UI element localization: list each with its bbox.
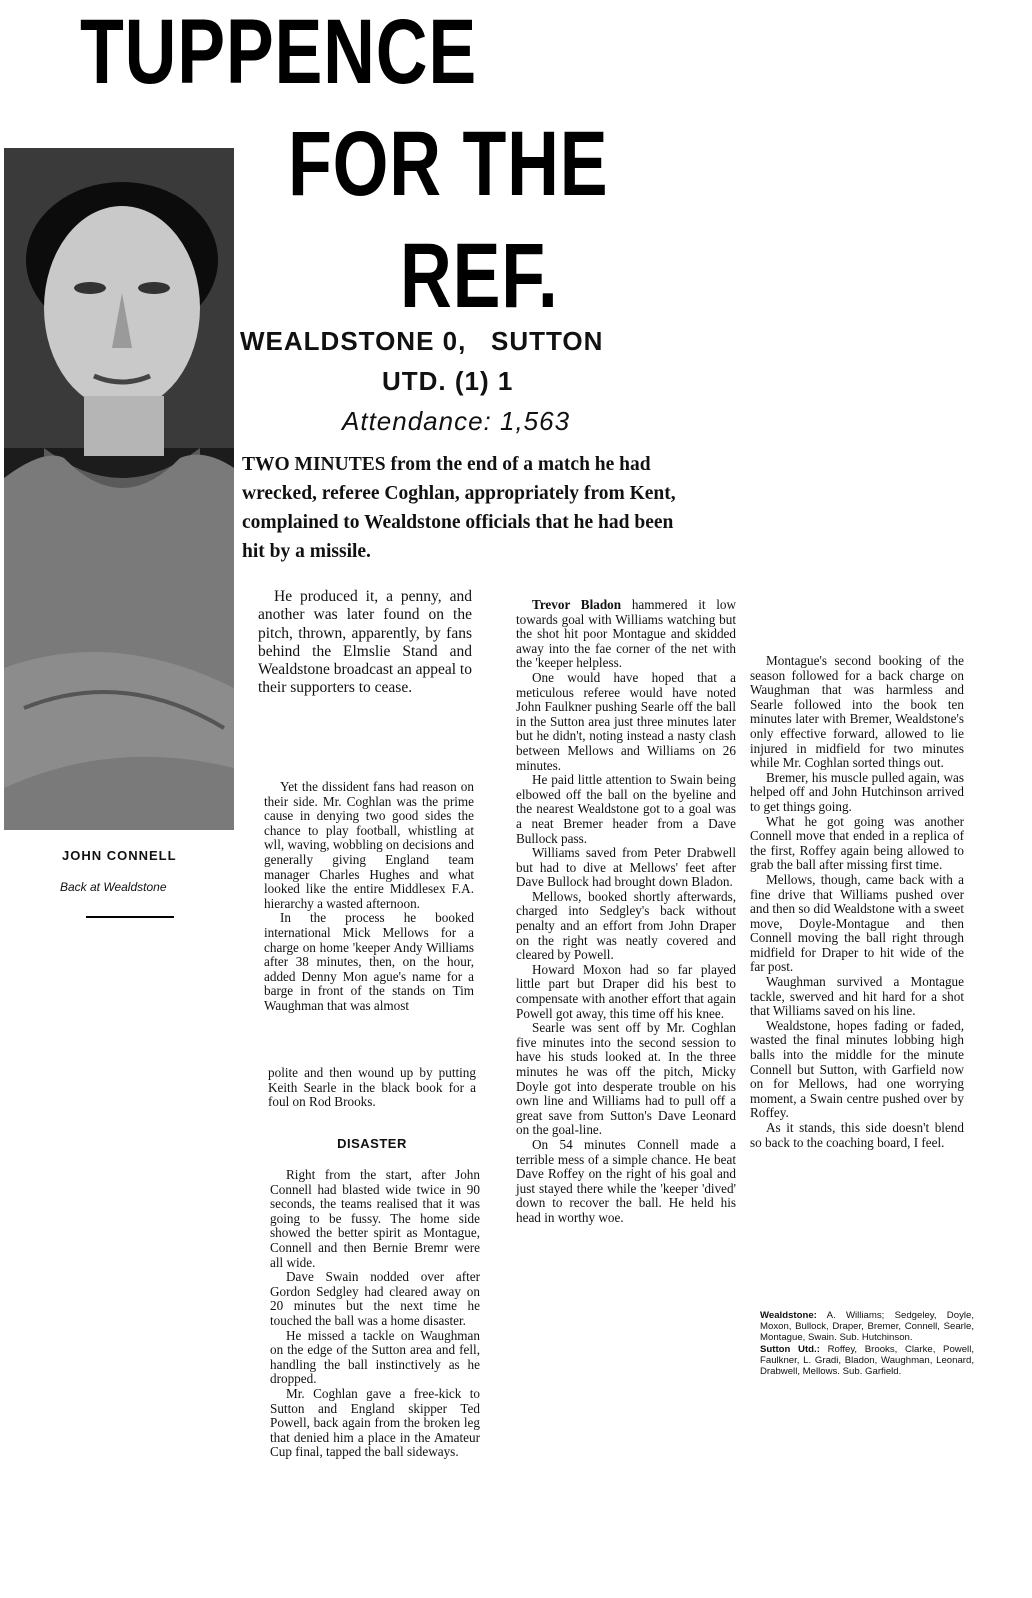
lineup-sutton <box>760 1344 974 1378</box>
lead-paragraph: He produced it, a penny, and another was later found on the pitch, thrown, apparently, by fans behind the Elmslie Stand and Wealdstone broadcast an appeal to their supporters to cease. <box>258 588 472 697</box>
headline-line-3: REF. <box>400 225 559 327</box>
lineup-wealdstone <box>760 1310 974 1344</box>
column-3 <box>750 654 964 1150</box>
paragraph: He missed a tackle on Waughman on the edge of the Sutton area and fell, handling the ball instinctively as he dropped. <box>270 1327 480 1387</box>
paragraph: Howard Moxon had so far played little part but Draper did his best to compensate with another effort that again Powell got away, this time off his knee. <box>516 961 736 1021</box>
photo-caption-name: JOHN CONNELL <box>62 848 177 863</box>
paragraph <box>516 598 736 671</box>
column-1-bottom <box>270 1168 480 1460</box>
paragraph: Montague's second booking of the season followed for a back charge on Waughman that was harmless and Searle followed into the book ten minutes later with Bremer, Wealdstone's only effective forward, allowed to lie injured in midfield for two minutes while Mr. Coghlan sorted things out. <box>750 653 964 771</box>
lineup-label: Sutton Utd.: <box>760 1343 820 1355</box>
lead-name: Trevor Bladon <box>532 597 622 612</box>
column-1-top <box>264 780 474 1014</box>
intro-paragraph: TWO MINUTES from the end of a match he had wrecked, referee Coghlan, appropriately from Kent, complained to Wealdstone officials that he had been hit by a missile. <box>242 454 676 562</box>
attendance: Attendance: 1,563 <box>342 406 571 436</box>
paragraph: In the process he booked international Mick Mellows for a charge on home 'keeper Andy Williams after 38 minutes, then, on the hour, added Denny Mon ague's name for a barge in front of the stands on Tim Waughman that was almost <box>264 910 474 1013</box>
player-portrait-icon <box>4 148 234 830</box>
headline-line-2: FOR THE <box>288 113 609 215</box>
paragraph: As it stands, this side doesn't blend so back to the coaching board, I feel. <box>750 1120 964 1150</box>
paragraph: polite and then wound up by putting Keith Searle in the black book for a foul on Rod Brooks. <box>268 1065 476 1110</box>
paragraph: Mellows, booked shortly afterwards, charged into Sedgley's back without penalty and an effort from John Draper on the right was neatly covered and cleared by Powell. <box>516 888 736 963</box>
player-photo <box>4 148 234 830</box>
paragraph: Yet the dissident fans had reason on their side. Mr. Coghlan was the prime cause in denying two good sides the chance to play football, whistling at wll, waving, wobbling on decisions and generally giving England team manager Charles Hughes and what looked like the entire Middlesex F.A. hierarchy a wasted afternoon. <box>264 779 474 911</box>
paragraph: Wealdstone, hopes fading or faded, wasted the final minutes lobbing high balls into the middle for the minute Connell but Sutton, with Garfield now on for Mellows, had one worrying moment, a Swain centre pushed over by Roffey. <box>750 1017 964 1121</box>
photo-caption-subtitle: Back at Wealdstone <box>60 880 167 894</box>
caption-divider <box>86 916 174 918</box>
paragraph: What he got going was another Connell move that ended in a replica of the first, Roffey again being allowed to grab the ball after missing first time. <box>750 813 964 873</box>
paragraph: Searle was sent off by Mr. Coghlan five minutes into the second session to have his studs looked at. In the three minutes he was off the pitch, Micky Doyle got into desperate trouble on his own line and Williams had to pull off a great save from Sutton's Dave Leonard on the goal-line. <box>516 1020 736 1138</box>
lineup-players: Roffey, Brooks, Clarke, Powell, Faulkner, L. Gradi, Bladon, Waughman, Leonard, Drabwell, Mellows. Sub. Garfield. <box>760 1343 974 1378</box>
paragraph: Dave Swain nodded over after Gordon Sedgley had cleared away on 20 minutes but the next time he touched the ball was a home disaster. <box>270 1269 480 1328</box>
lead-column <box>258 588 472 698</box>
paragraph: On 54 minutes Connell made a terrible mess of a simple chance. He beat Dave Roffey on the right of his goal and just stayed there while the 'keeper 'dived' down to recover the ball. He held his head in worthy woe. <box>516 1136 736 1225</box>
lineup-label: Wealdstone: <box>760 1310 817 1321</box>
column-2 <box>516 598 736 1226</box>
paragraph: One would have hoped that a meticulous referee would have noted John Faulkner pushing Searle off the ball in the Sutton area just three minutes later but he didn't, noting instead a nasty clash between Mellows and Williams on 26 minutes. <box>516 669 736 773</box>
lineup-players: A. Williams; Sedgeley, Doyle, Moxon, Bullock, Draper, Bremer, Connell, Searle, Montague, Swain. Sub. Hutchinson. <box>760 1310 974 1344</box>
score-line-1: WEALDSTONE 0, SUTTON <box>240 326 604 356</box>
paragraph: Mr. Coghlan gave a free-kick to Sutton and England skipper Ted Powell, back again from the broken leg that denied him a place in the Amateur Cup final, tapped the ball sideways. <box>270 1385 480 1460</box>
score-line-2: UTD. (1) 1 <box>382 366 514 396</box>
subhead-disaster: DISASTER <box>337 1136 407 1151</box>
paragraph: Mellows, though, came back with a fine drive that Williams pushed over and then so did Wealdstone with a sweet move, Doyle-Montague and then Connell moving the ball right through midfield for Draper to hit wide of the far post. <box>750 871 964 975</box>
paragraph: He paid little attention to Swain being elbowed off the ball on the byeline and the nearest Wealdstone got to a goal was a neat Bremer header from a Dave Bullock pass. <box>516 772 736 846</box>
paragraph: Right from the start, after John Connell had blasted wide twice in 90 seconds, the teams realised that it was going to be fussy. The home side showed the better spirit as Montague, Connell and then Bernie Bremr were all wide. <box>270 1167 480 1270</box>
column-1-continued <box>268 1066 476 1110</box>
team-lineups <box>760 1310 974 1377</box>
paragraph: Waughman survived a Montague tackle, swerved and hit hard for a shot that Williams saved on his line. <box>750 974 964 1019</box>
paragraph: Bremer, his muscle pulled again, was helped off and John Hutchinson arrived to get things going. <box>750 769 964 814</box>
paragraph: Williams saved from Peter Drabwell but had to dive at Mellows' feet after Dave Bullock had brought down Bladon. <box>516 845 736 890</box>
lead-text: hammered it low towards goal with Williams watching but the shot hit poor Montague and skidded away into the fae corner of the net with the 'keeper helpless. <box>516 597 737 671</box>
headline-line-1: TUPPENCE <box>80 1 477 103</box>
